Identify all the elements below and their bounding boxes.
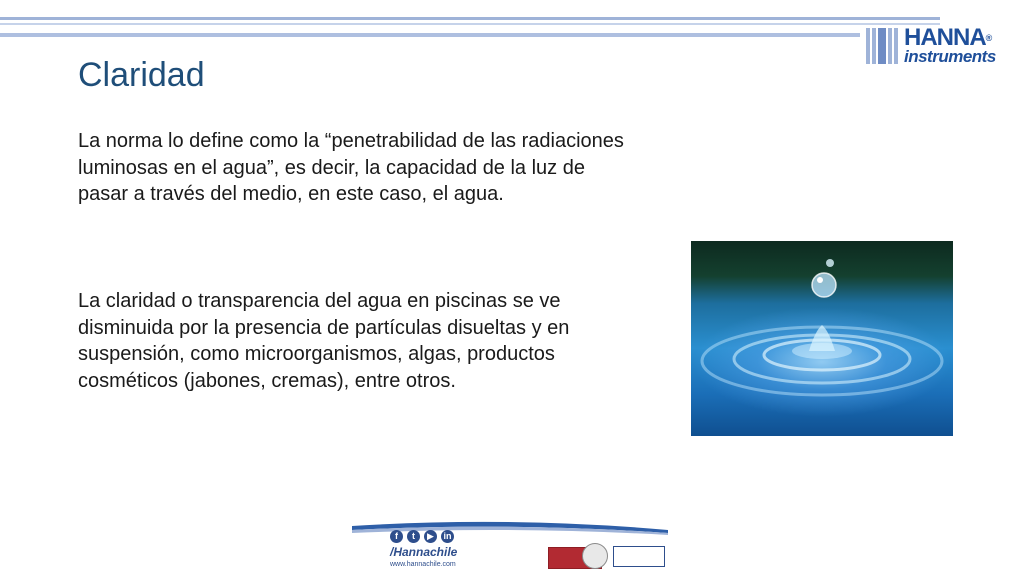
twitter-icon[interactable]: t <box>407 530 420 543</box>
logo-word-hanna: HANNA® <box>904 24 992 51</box>
hanna-instruments-logo <box>864 26 1000 70</box>
footer-branding <box>350 518 670 574</box>
header-stripe-3 <box>0 33 860 37</box>
certification-seal-icon <box>582 543 608 569</box>
slide-title: Claridad <box>78 56 205 94</box>
social-icons <box>390 530 454 543</box>
linkedin-icon[interactable]: in <box>441 530 454 543</box>
header-stripe-1 <box>0 17 940 20</box>
website-link[interactable]: www.hannachile.com <box>390 561 456 568</box>
certified-company-badge-icon <box>613 546 665 567</box>
hanna-mark-icon <box>866 28 900 64</box>
facebook-icon[interactable]: f <box>390 530 403 543</box>
paragraph-definition: La norma lo define como la “penetrabilidad de las radiaciones luminosas en el agua”, es decir, la capacidad de la luz de pasar a través del medio, en este caso, el agua. <box>78 130 624 205</box>
youtube-icon[interactable]: ▶ <box>424 530 437 543</box>
paragraph-pool-clarity: La claridad o transparencia del agua en piscinas se ve disminuida por la presencia de partículas disueltas y en suspensión, como microorganismos, algas, productos cosméticos (jabones, cremas), entre otros. <box>78 290 570 392</box>
water-drop-photo <box>691 241 953 436</box>
header-stripe-2 <box>0 23 940 25</box>
logo-word-instruments: instruments <box>904 47 996 66</box>
social-handle[interactable]: /Hannachile <box>390 545 458 559</box>
